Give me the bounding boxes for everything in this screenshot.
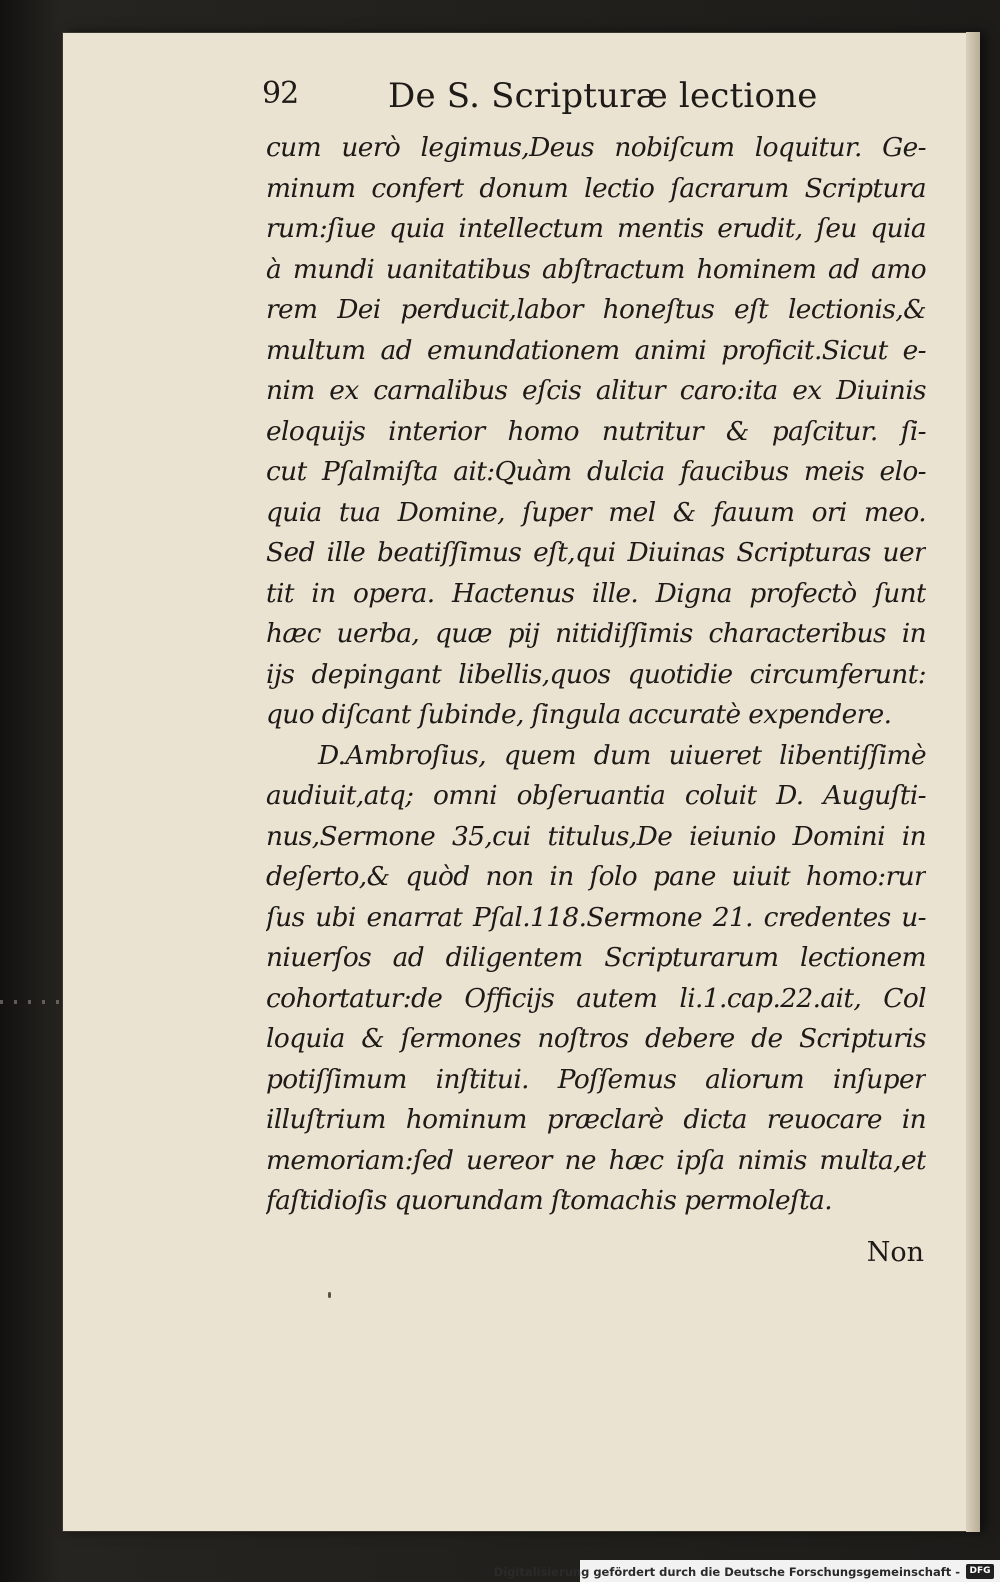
text-line-15: quo diſcant ſubinde, ſingula accuratè expendere. (266, 699, 892, 730)
funding-credit: Digitalisierung gefördert durch die Deutsche Forschungsgemeinschaft - (493, 1565, 960, 1579)
text-line-1: cum uerò legimus,Deus nobiſcum loquitur. Ge- (266, 132, 926, 163)
text-line-4: à mundi uanitatibus abſtractum hominem ad amo (266, 253, 926, 285)
text-line-17: audiuit,atq; omni obſeruantia coluit D. Auguſti- (266, 780, 926, 811)
text-line-5: rem Dei perducit,labor honeſtus eſt lectionis,& (266, 294, 926, 325)
text-line-6: multum ad emundationem animi proficit.Sicut e- (266, 334, 926, 366)
catchword: Non (866, 1237, 924, 1268)
text-line-20: ſus ubi enarrat Pſal.118.Sermone 21. credentes u- (266, 901, 926, 933)
text-line-2: minum confert donum lectio ſacrarum Scriptura (266, 172, 926, 204)
text-line-25: illuſtrium hominum præclarè dicta reuocare in (266, 1104, 926, 1135)
text-line-27: faſtidioſis quorundam ſtomachis permoleſta. (266, 1185, 833, 1216)
body-text (266, 128, 926, 1222)
text-line-22: cohortatur:de Officijs autem li.1.cap.22.ait, Col (266, 982, 926, 1014)
text-line-16: D.Ambroſius, quem dum uiueret libentiſſimè (318, 739, 926, 771)
running-head (262, 76, 922, 120)
text-line-23: loquia & ſermones noſtros debere de Scripturis (266, 1023, 926, 1054)
text-line-26: memoriam:ſed uereor ne hæc ipſa nimis multa,et (266, 1144, 926, 1176)
text-line-24: potiſſimum inſtitui. Poſſemus aliorum inſuper (266, 1063, 926, 1095)
page-number: 92 (262, 76, 299, 111)
text-line-13: hæc uerba, quæ pij nitidiſſimis characteribus in (266, 618, 926, 649)
text-line-12: tit in opera. Hactenus ille. Digna profectò ſunt (266, 577, 926, 609)
margin-ruler-marks (0, 1000, 62, 1004)
text-line-14: ijs depingant libellis,quos quotidie circumferunt: (266, 658, 926, 690)
text-line-19: deſerto,& quòd non in ſolo pane uiuit homo:rur (266, 861, 926, 892)
dfg-logo-icon: DFG (966, 1564, 994, 1579)
text-line-21: niuerſos ad diligentem Scripturarum lectionem (266, 942, 926, 973)
text-line-8: eloquijs interior homo nutritur & paſcitur. ſi- (266, 415, 926, 447)
ink-speck (328, 1292, 331, 1298)
text-line-10: quia tua Domine, ſuper mel & fauum ori meo. (266, 496, 926, 528)
text-line-18: nus,Sermone 35,cui titulus,De ieiunio Domini in (266, 820, 926, 852)
running-title: De S. Scripturæ lectione (388, 76, 818, 116)
text-line-9: cut Pſalmiſta ait:Quàm dulcia faucibus meis elo- (266, 456, 926, 487)
text-line-11: Sed ille beatiſſimus eſt,qui Diuinas Scripturas uer (266, 537, 926, 568)
text-line-7: nim ex carnalibus eſcis alitur caro:ita ex Diuinis (266, 375, 926, 406)
text-line-3: rum:ſiue quia intellectum mentis erudit, ſeu quia (266, 213, 926, 244)
page-edge (966, 32, 980, 1532)
